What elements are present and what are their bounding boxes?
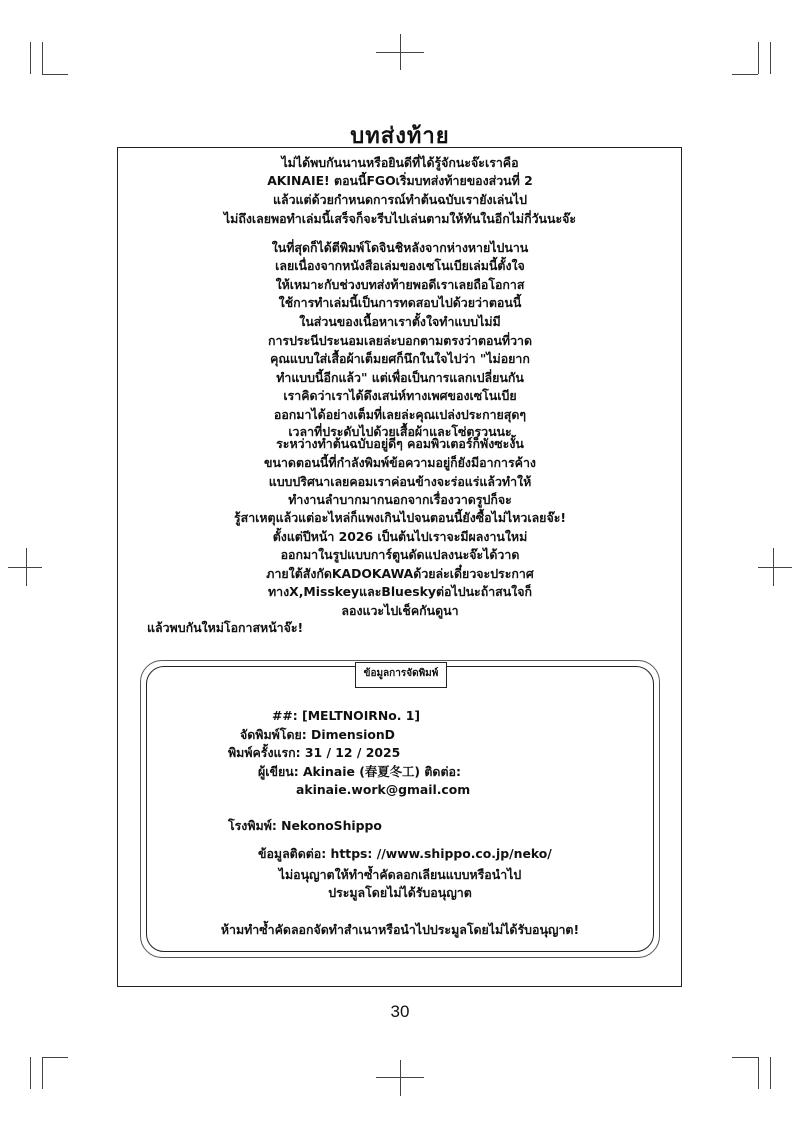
text-line: ทำแบบนี้อีกแล้ว" แต่เพื่อเป็นการแลกเปลี่ยนกัน — [276, 370, 524, 385]
text-line: ใช้การทำเล่มนี้เป็นการทดสอบไปด้วยว่าตอนนี้ — [278, 295, 522, 310]
colophon-author: ผู้เขียน: Akinaie (春夏冬工) ติดต่อ: — [258, 764, 461, 779]
text-line: ไม่ได้พบกันนานหรือยินดีที่ได้รู้จักนะจ๊ะเราคือ — [281, 155, 519, 170]
colophon-printer: โรงพิมพ์: NekonoShippo — [228, 818, 382, 833]
crop-mark — [400, 1060, 401, 1096]
text-line: แบบปริศนาเลยคอมเราค่อนข้างจะร่อแร่แล้วทำให้ — [268, 474, 532, 489]
crop-mark — [770, 1057, 771, 1089]
crop-mark — [732, 1057, 758, 1058]
page-number: 30 — [390, 1002, 410, 1021]
text-line: ให้เหมาะกับช่วงบทส่งท้ายพอดีเราเลยถือโอกาส — [275, 277, 525, 292]
text-line: ทำงานลำบากมากนอกจากเรื่องวาดรูปก็จะ — [288, 492, 512, 507]
crop-mark — [758, 1057, 759, 1089]
text-line: เราคิดว่าเราได้ดึงเสน่ห์ทางเพศของเซโนเบีย — [283, 388, 517, 403]
text-line: ขนาดตอนนี้ที่กำลังพิมพ์ข้อความอยู่ก็ยังมีอาการค้าง — [264, 455, 536, 470]
text-line: ไม่ถึงเลยพอทำเล่มนี้เสร็จก็จะรีบไปเล่นตามให้ทันในอีกไม่กี่วันนะจ๊ะ — [223, 211, 577, 226]
text-line: ออกมาในรูปแบบการ์ตูนดัดแปลงนะจ๊ะได้วาด — [280, 547, 520, 562]
crop-mark — [42, 1057, 43, 1089]
colophon-label: ข้อมูลการจัดพิมพ์ — [355, 662, 447, 688]
text-line: เวลาที่ประดับไปด้วยเสื้อผ้าและโซ่ตรวนนะ — [288, 424, 512, 439]
crop-mark — [732, 74, 758, 75]
crop-mark — [42, 1057, 68, 1058]
text-line: ทางX,MisskeyและBlueskyต่อไปนะถ้าสนใจก็ — [267, 584, 532, 599]
crop-mark — [30, 1057, 31, 1089]
page-title: บทส่งท้าย — [350, 124, 450, 149]
colophon-notice: ไม่อนุญาตให้ทำซ้ำคัดลอกเลียนแบบหรือนำไป — [278, 867, 522, 882]
crop-mark — [758, 42, 759, 74]
text-line: ตั้งแต่ปีหน้า 2026 เป็นต้นไปเราจะมีผลงานใหม่ — [272, 529, 528, 544]
colophon-first-print: พิมพ์ครั้งแรก: 31 / 12 / 2025 — [228, 745, 401, 760]
crop-mark — [42, 74, 68, 75]
text-line: การประนีประนอมเลยล่ะบอกตามตรงว่าตอนที่วาด — [267, 333, 533, 348]
colophon-email: akinaie.work@gmail.com — [296, 782, 471, 797]
text-line: ภายใต้สังกัดKADOKAWAด้วยล่ะเดี๋ยวจะประกาศ — [266, 566, 534, 581]
colophon-contact: ข้อมูลติดต่อ: https: //www.shippo.co.jp/neko/ — [258, 846, 552, 861]
crop-mark — [770, 42, 771, 74]
text-line: ระหว่างทำต้นฉบับอยู่ดีๆ คอมพิวเตอร์ก็พังซะงั้น — [276, 436, 524, 451]
text-line: แล้วแต่ด้วยกำหนดการณ์ทำต้นฉบับเรายังเล่นไป — [273, 192, 527, 207]
crop-mark — [42, 42, 43, 74]
closing-line: แล้วพบกันใหม่โอกาสหน้าจ๊ะ! — [147, 620, 304, 635]
text-line: ในส่วนของเนื้อหาเราตั้งใจทำแบบไม่มี — [299, 314, 501, 329]
text-line: ในที่สุดก็ได้ตีพิมพ์โดจินชิหลังจากห่างหายไปนาน — [271, 240, 529, 255]
text-line: เลยเนื่องจากหนังสือเล่มของเซโนเบียเล่มนี้ตั้งใจ — [275, 258, 525, 273]
text-line: คุณแบบใส่เสื้อผ้าเต็มยศก็นึกในใจไปว่า "ไม่อยาก — [270, 351, 530, 366]
colophon-notice: ประมูลโดยไม่ได้รับอนุญาต — [328, 885, 472, 900]
colophon-warning: ห้ามทำซ้ำคัดลอกจัดทำสำเนาหรือนำไปประมูลโดยไม่ได้รับอนุญาต! — [220, 922, 580, 937]
crop-mark — [30, 42, 31, 74]
colophon-publisher: จัดพิมพ์โดย: DimensionD — [240, 727, 395, 742]
crop-mark — [400, 34, 401, 70]
colophon-title: ##: [MELTNOIRNo. 1] — [272, 708, 421, 723]
text-line: ลองแวะไปเช็คกันดูนา — [341, 603, 459, 618]
text-line: รู้สาเหตุแล้วแต่อะไหล่ก็แพงเกินไปจนตอนนี้ยังซื้อไม่ไหวเลยจ๊ะ! — [233, 510, 567, 525]
text-line: ออกมาได้อย่างเต็มที่เลยล่ะคุณเปล่งประกายสุดๆ — [273, 407, 527, 422]
text-line: AKINAIE! ตอนนี้FGOเริ่มบทส่งท้ายของส่วนที่ 2 — [267, 173, 533, 188]
